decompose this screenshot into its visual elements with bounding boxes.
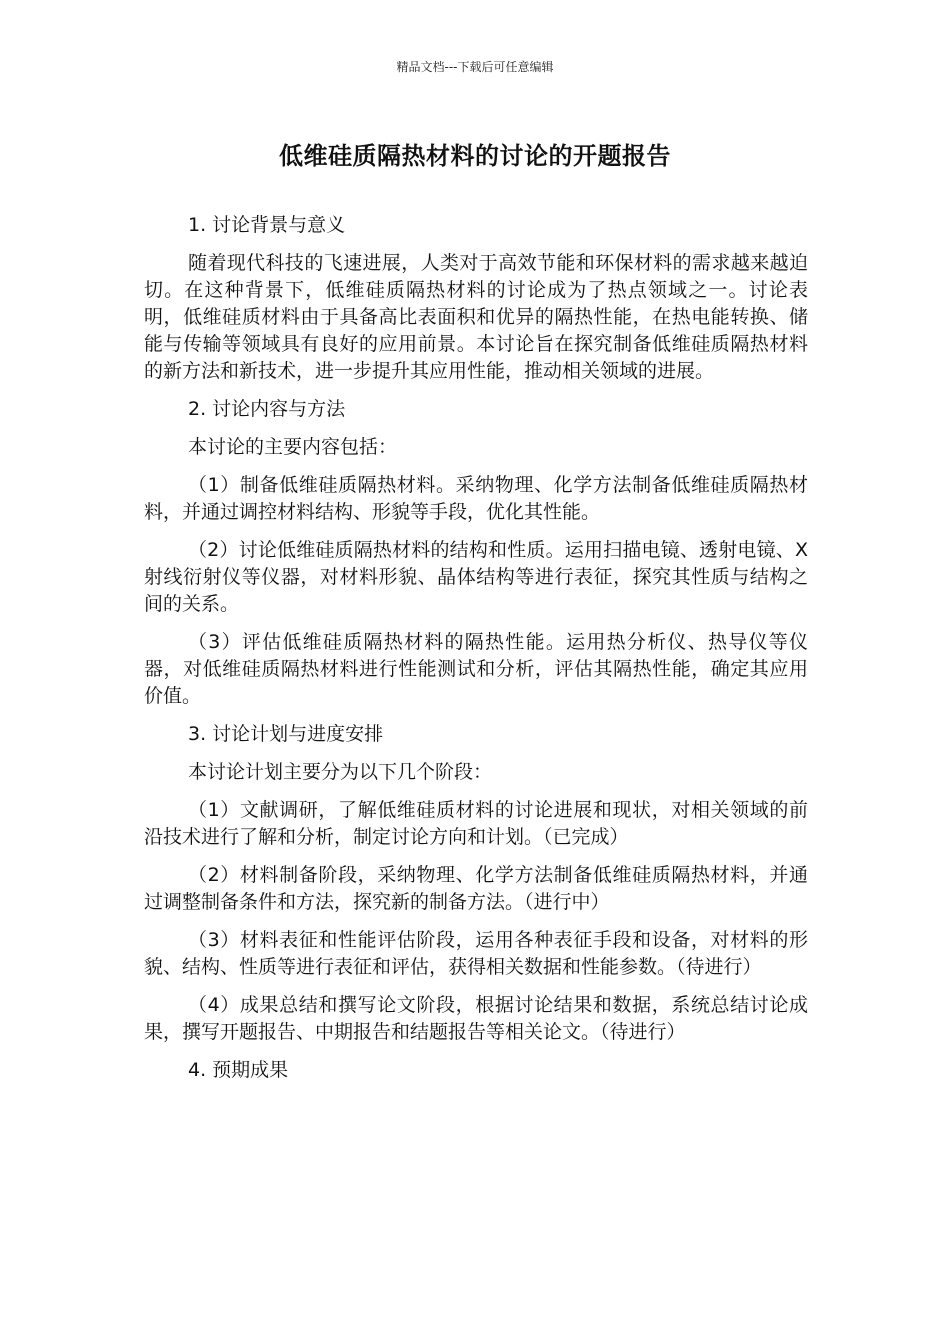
list-item: （2）材料制备阶段，采纳物理、化学方法制备低维硅质隔热材料，并通过调整制备条件和方法，探究新的制备方法。（进行中） [144, 864, 808, 913]
paragraph-plan-intro: 本讨论计划主要分为以下几个阶段： [188, 761, 493, 783]
list-item: （3）评估低维硅质隔热材料的隔热性能。运用热分析仪、热导仪等仪器，对低维硅质隔热材料进行性能测试和分析，评估其隔热性能，确定其应用价值。 [144, 631, 808, 707]
header-note: 精品文档---下载后可任意编辑 [396, 60, 554, 74]
paragraph-background: 随着现代科技的飞速进展，人类对于高效节能和环保材料的需求越来越迫切。在这种背景下，低维硅质隔热材料的讨论成为了热点领域之一。讨论表明，低维硅质材料由于具备高比表面积和优异的隔热性能，在热电能转换、储能与传输等领域具有良好的应用前景。本讨论旨在探究制备低维硅质隔热材料的新方法和新技术，进一步提升其应用性能，推动相关领域的进展。 [144, 252, 808, 382]
list-item: （1）制备低维硅质隔热材料。采纳物理、化学方法制备低维硅质隔热材料，并通过调控材料结构、形貌等手段，优化其性能。 [144, 474, 808, 523]
section-heading-background: 1. 讨论背景与意义 [188, 214, 346, 236]
section-heading-plan-schedule: 3. 讨论计划与进度安排 [188, 723, 384, 745]
document-body [144, 212, 808, 1095]
list-item: （1）文献调研，了解低维硅质材料的讨论进展和现状，对相关领域的前沿技术进行了解和分析，制定讨论方向和计划。（已完成） [144, 799, 808, 848]
document-title: 低维硅质隔热材料的讨论的开题报告 [279, 142, 671, 170]
list-item: （2）讨论低维硅质隔热材料的结构和性质。运用扫描电镜、透射电镜、X 射线衍射仪等仪器，对材料形貌、晶体结构等进行表征，探究其性质与结构之间的关系。 [144, 539, 808, 615]
list-item: （3）材料表征和性能评估阶段，运用各种表征手段和设备，对材料的形貌、结构、性质等进行表征和评估，获得相关数据和性能参数。（待进行） [144, 929, 808, 978]
list-item: （4）成果总结和撰写论文阶段，根据讨论结果和数据，系统总结讨论成果，撰写开题报告、中期报告和结题报告等相关论文。（待进行） [144, 994, 808, 1043]
section-heading-content-method: 2. 讨论内容与方法 [188, 398, 346, 420]
paragraph-content-intro: 本讨论的主要内容包括： [188, 436, 398, 458]
section-heading-expected-results: 4. 预期成果 [188, 1059, 289, 1081]
